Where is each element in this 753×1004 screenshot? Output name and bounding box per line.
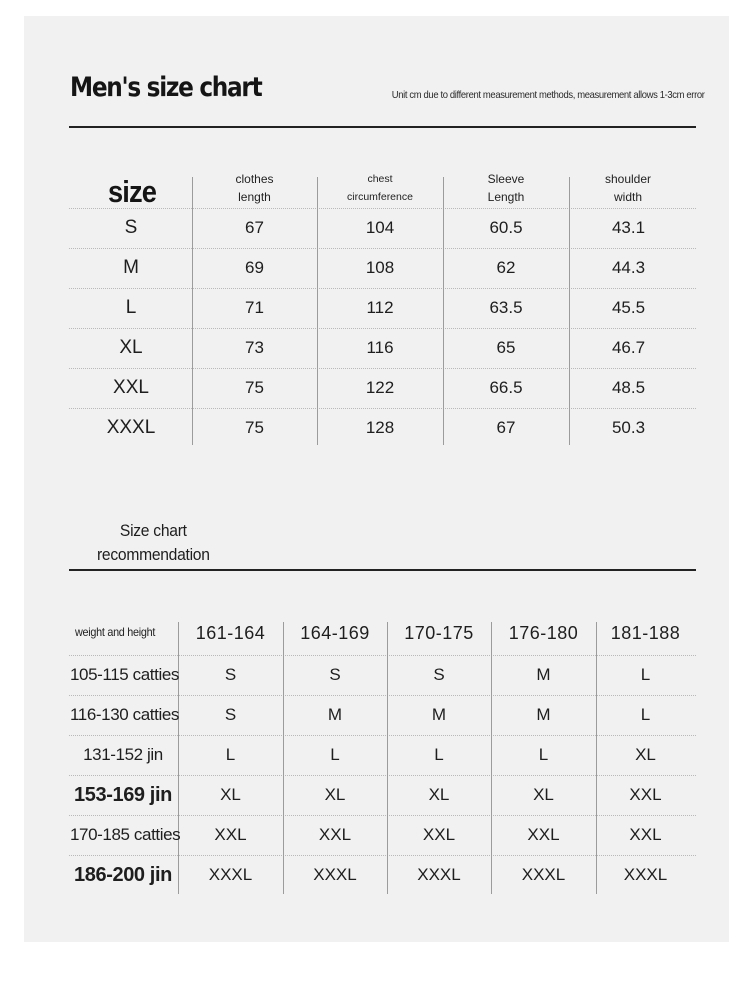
weight-row-label: 116-130 catties [70, 705, 179, 724]
measurement-cell: 112 [366, 298, 394, 317]
measurement-note: Unit cm due to different measurement methods, measurement allows 1-3cm error [392, 89, 705, 101]
height-header: 181-188 [610, 623, 681, 643]
header-line: shoulder [604, 172, 652, 186]
header-line: length [238, 190, 271, 204]
header-line: chest [367, 173, 393, 185]
recommended-size-cell: M [327, 705, 343, 724]
header-chest-circumference [317, 170, 443, 206]
measurement-cell: 128 [365, 418, 395, 437]
recommended-size-cell: XXL [318, 825, 352, 844]
measurement-cell: 75 [245, 418, 264, 437]
header-line: Sleeve [487, 172, 525, 186]
recommendation-title-line: recommendation [97, 545, 210, 564]
recommended-size-cell: S [329, 665, 341, 684]
recommended-size-cell: XXXL [313, 865, 357, 884]
size-row-label: XXL [113, 377, 149, 398]
measurement-cell: 122 [365, 378, 395, 397]
header-line: circumference [347, 191, 413, 203]
recommended-size-cell: XXXL [417, 865, 461, 884]
header-clothes-length [192, 170, 317, 206]
measurement-cell: 73 [245, 338, 264, 357]
recommended-size-cell: L [538, 745, 549, 764]
height-header: 164-169 [300, 623, 370, 643]
recommended-size-cell: XL [324, 785, 346, 804]
recommended-size-cell: L [640, 705, 651, 724]
recommended-size-cell: XXL [422, 825, 456, 844]
recommended-size-cell: XXXL [208, 865, 253, 884]
recommended-size-cell: XL [533, 785, 554, 804]
weight-row-label: 153-169 jin [74, 784, 172, 806]
recommendation-title-line: Size chart [119, 521, 187, 540]
recommended-size-cell: XXXL [521, 865, 566, 884]
recommended-size-cell: XXL [629, 785, 662, 804]
measurement-cell: 50.3 [611, 418, 646, 437]
weight-row-label: 105-115 catties [70, 665, 179, 684]
recommended-size-cell: XXL [527, 825, 560, 844]
height-header: 176-180 [508, 623, 579, 643]
measurement-cell: 67 [245, 218, 264, 237]
measurement-cell: 71 [245, 298, 264, 317]
recommended-size-cell: M [536, 665, 551, 684]
measurement-cell: 75 [245, 378, 264, 397]
page-title: Men's size chart [70, 72, 262, 103]
size-row-label: XXXL [106, 417, 156, 438]
recommended-size-cell: S [224, 705, 237, 724]
measurement-cell: 63.5 [489, 298, 523, 317]
header-line: clothes [235, 172, 274, 186]
recommended-size-cell: XXXL [623, 865, 668, 884]
size-column-label: size [108, 174, 157, 209]
measurement-cell: 45.5 [611, 298, 646, 317]
measurement-cell: 46.7 [611, 338, 646, 357]
measurement-cell: 108 [365, 258, 395, 277]
recommended-size-cell: M [431, 705, 447, 724]
size-row-label: XL [119, 337, 143, 358]
recommended-size-cell: L [225, 745, 236, 764]
size-row-label: L [125, 297, 137, 318]
size-row-label: M [123, 257, 139, 278]
weight-row-label: 131-152 jin [83, 745, 163, 764]
recommended-size-cell: M [536, 705, 551, 724]
recommended-size-cell: L [434, 745, 444, 764]
recommendation-title [97, 519, 210, 567]
header-line: Length [487, 190, 525, 204]
measurement-cell: 116 [366, 338, 394, 357]
weight-row-label: 170-185 catties [70, 825, 181, 844]
measurement-cell: 62 [496, 258, 516, 277]
recommended-size-cell: L [640, 665, 651, 684]
measurement-cell: 104 [365, 218, 395, 237]
height-header: 170-175 [404, 623, 474, 643]
measurement-cell: 44.3 [611, 258, 646, 277]
measurement-cell: 48.5 [611, 378, 646, 397]
height-header: 161-164 [195, 623, 266, 643]
recommended-size-cell: XL [220, 785, 241, 804]
measurement-cell: 65 [496, 338, 516, 357]
recommended-size-cell: XXL [629, 825, 662, 844]
title-divider [69, 126, 696, 128]
measurement-cell: 60.5 [489, 218, 523, 237]
measurement-cell: 66.5 [489, 378, 523, 397]
header-line: width [613, 190, 642, 204]
header-sleeve-length [443, 170, 569, 206]
recommended-size-cell: S [224, 665, 237, 684]
measurement-cell: 67 [496, 418, 516, 437]
recommended-size-cell: XXL [214, 825, 247, 844]
recommendation-divider [69, 569, 696, 571]
recommended-size-cell: L [330, 745, 340, 764]
measurement-cell: 43.1 [611, 218, 646, 237]
recommended-size-cell: XL [635, 745, 656, 764]
weight-row-label: 186-200 jin [74, 864, 172, 886]
weight-height-corner: weight and height [75, 625, 156, 639]
measurement-cell: 69 [245, 258, 264, 277]
size-row-label: S [124, 217, 138, 238]
recommended-size-cell: S [433, 665, 445, 684]
recommended-size-cell: XL [428, 785, 450, 804]
header-shoulder-width [569, 170, 687, 206]
